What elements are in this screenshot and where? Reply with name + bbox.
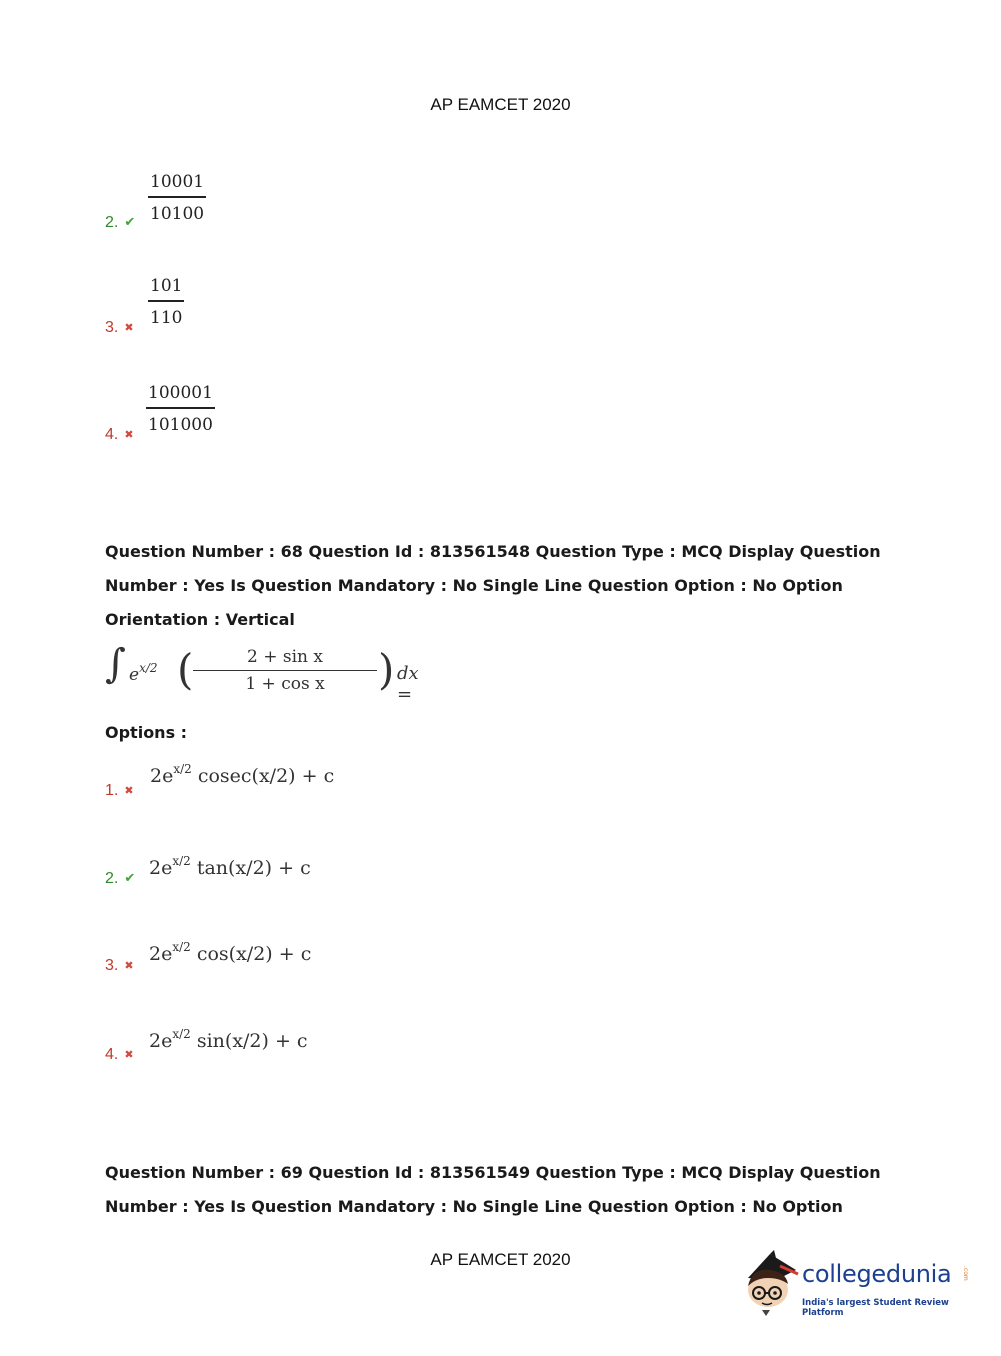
integral-fraction: [193, 647, 377, 694]
option-number: 1.: [105, 782, 119, 799]
q68-option-1: [105, 782, 134, 800]
page-footer-title: AP EAMCET 2020: [430, 1250, 571, 1269]
prev-option-4: [105, 426, 134, 444]
check-icon: ✔: [124, 214, 136, 229]
option-number: 3.: [105, 957, 119, 974]
prev-option-4-fraction: [146, 383, 215, 435]
question-68-meta: Question Number : 68 Question Id : 813561548 Question Type : MCQ Display Question Number : Yes Is Question Mandatory : No Single Line Question Option : No Option Orientation : Vertical: [105, 542, 881, 629]
integral-exponential: $e^{x/2}$: [129, 661, 158, 685]
logo-tagline: India's largest Student Review Platform: [802, 1298, 949, 1318]
right-paren: ): [378, 645, 395, 694]
q68-option-2: [105, 870, 135, 888]
fraction-numerator: 10001: [148, 172, 206, 198]
fraction-denominator: 10100: [150, 204, 205, 224]
collegedunia-logo[interactable]: [740, 1250, 970, 1320]
fraction-denominator: 110: [150, 308, 183, 328]
logo-text: collegedunia: [802, 1260, 952, 1288]
q68-option-1-expression: $2e^{x/2}$ cosec(x/2) + c: [150, 762, 335, 787]
options-label: Options :: [105, 723, 188, 742]
fraction-numerator: 101: [148, 276, 184, 302]
option-number: 4.: [105, 426, 119, 443]
page-header-title: AP EAMCET 2020: [430, 95, 571, 114]
prev-option-3: [105, 319, 134, 337]
integral-numerator: 2 + sin x: [193, 647, 377, 671]
cross-icon: ✖: [124, 960, 134, 972]
option-number: 2.: [105, 214, 119, 231]
fraction-denominator: 101000: [148, 415, 213, 435]
question-69-meta: Question Number : 69 Question Id : 813561549 Question Type : MCQ Display Question Number : Yes Is Question Mandatory : No Single Line Question Option : No Option: [105, 1163, 881, 1216]
q68-option-3-expression: $2e^{x/2}$ cos(x/2) + c: [149, 940, 312, 965]
integral-denominator: 1 + cos x: [245, 674, 325, 694]
q68-option-4-expression: $2e^{x/2}$ sin(x/2) + c: [149, 1027, 308, 1052]
cross-icon: ✖: [124, 322, 134, 334]
q68-option-2-expression: $2e^{x/2}$ tan(x/2) + c: [149, 854, 311, 879]
prev-option-3-fraction: [148, 276, 184, 328]
integral-tail: dx =: [397, 663, 419, 705]
option-number: 2.: [105, 870, 119, 887]
integral-sign: ∫: [105, 641, 126, 687]
check-icon: ✔: [124, 870, 136, 885]
cross-icon: ✖: [124, 429, 134, 441]
mascot-icon: [740, 1250, 802, 1320]
q68-option-3: [105, 957, 134, 975]
prev-option-2-fraction: [148, 172, 206, 224]
logo-suffix: .com: [962, 1266, 969, 1281]
prev-option-2: [105, 214, 135, 232]
option-number: 4.: [105, 1046, 119, 1063]
cross-icon: ✖: [124, 785, 134, 797]
left-paren: (: [177, 645, 194, 694]
option-number: 3.: [105, 319, 119, 336]
q68-option-4: [105, 1046, 134, 1064]
cross-icon: ✖: [124, 1049, 134, 1061]
fraction-numerator: 100001: [146, 383, 215, 409]
